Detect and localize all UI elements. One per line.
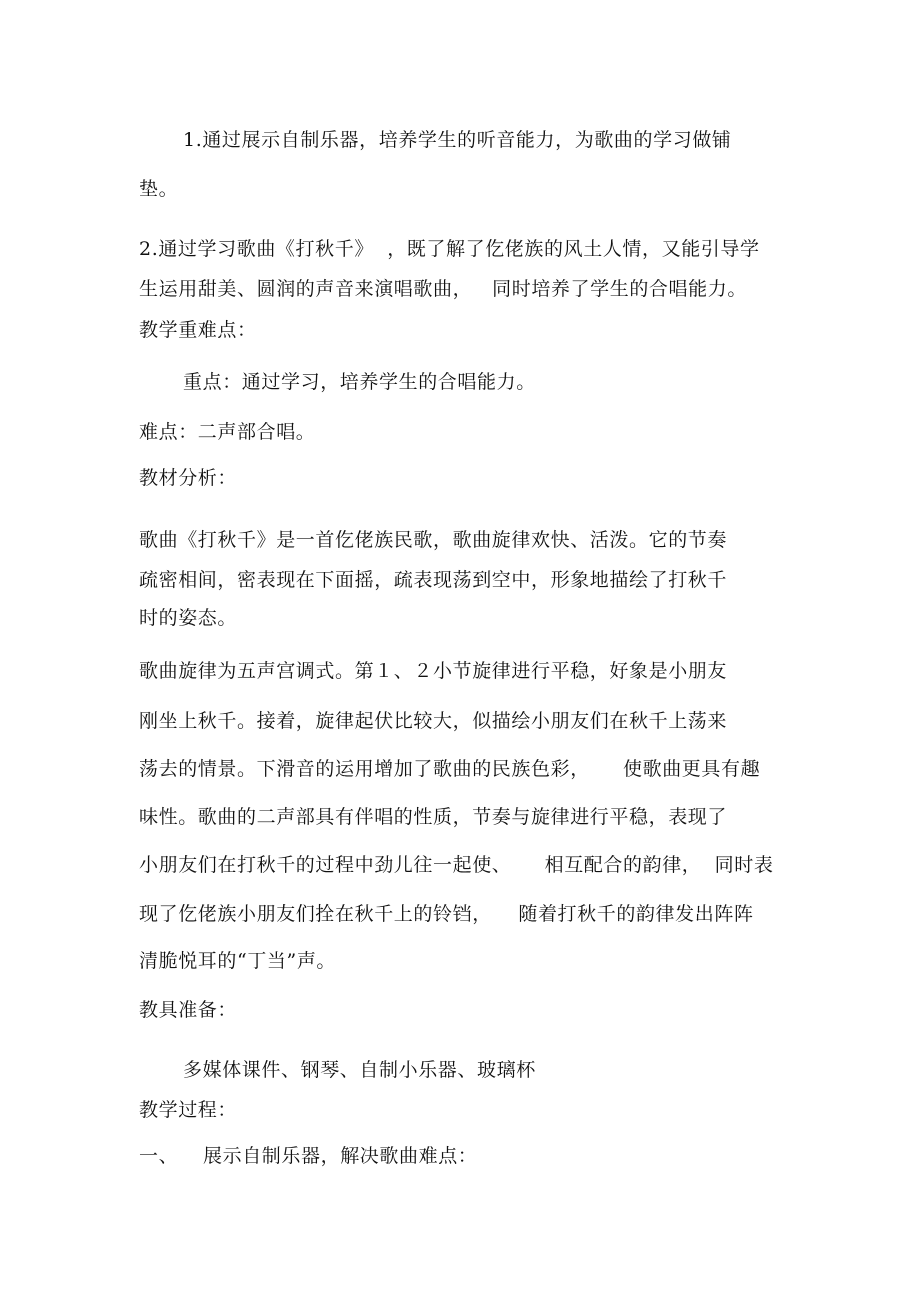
- analysis-heading: 教材分析：: [139, 467, 238, 489]
- key-point-focus: 重点：通过学习，培养学生的合唱能力。: [183, 371, 536, 393]
- analysis-para1-line-3: 时的姿态。: [139, 607, 238, 629]
- analysis-para1-line-2: 疏密相间，密表现在下面摇，疏表现荡到空中，形象地描绘了打秋千: [139, 569, 728, 591]
- objective-1-line-2: 垫。: [139, 178, 179, 200]
- materials-list: 多媒体课件、钢琴、自制小乐器、玻璃杯: [183, 1059, 536, 1081]
- key-points-heading: 教学重难点：: [139, 319, 257, 341]
- objective-2-line-1: 2.通过学习歌曲《打秋千》 ，既了解了仡佬族的风土人情，又能引导学: [139, 238, 760, 260]
- process-heading: 教学过程：: [139, 1099, 238, 1121]
- materials-heading: 教具准备：: [139, 999, 238, 1021]
- key-point-difficulty: 难点：二声部合唱。: [139, 421, 316, 443]
- analysis-para2-line-1: 歌曲旋律为五声宫调式。第１、２小节旋律进行平稳，好象是小朋友: [139, 660, 728, 682]
- objective-1-line-1: 1.通过展示自制乐器，培养学生的听音能力，为歌曲的学习做铺: [183, 129, 732, 151]
- analysis-para2-line-6: 现了仡佬族小朋友们拴在秋千上的铃铛， 随着打秋千的韵律发出阵阵: [139, 903, 754, 925]
- process-step-1-text: 展示自制乐器，解决歌曲难点：: [203, 1145, 478, 1167]
- process-step-1-number: 一、: [139, 1145, 179, 1167]
- analysis-para2-line-2: 刚坐上秋千。接着，旋律起伏比较大，似描绘小朋友们在秋千上荡来: [139, 710, 728, 732]
- objective-2-line-2: 生运用甜美、圆润的声音来演唱歌曲， 同时培养了学生的合唱能力。: [139, 278, 747, 300]
- analysis-para1-line-1: 歌曲《打秋千》是一首仡佬族民歌，歌曲旋律欢快、活泼。它的节奏: [139, 529, 728, 551]
- analysis-para2-line-5: 小朋友们在打秋千的过程中劲儿往一起使、 相互配合的韵律， 同时表: [139, 854, 774, 876]
- analysis-para2-line-3: 荡去的情景。下滑音的运用增加了歌曲的民族色彩， 使歌曲更具有趣: [139, 758, 761, 780]
- analysis-para2-line-4: 味性。歌曲的二声部具有伴唱的性质，节奏与旋律进行平稳，表现了: [139, 806, 728, 828]
- analysis-para2-line-7: 清脆悦耳的“丁当”声。: [139, 950, 337, 972]
